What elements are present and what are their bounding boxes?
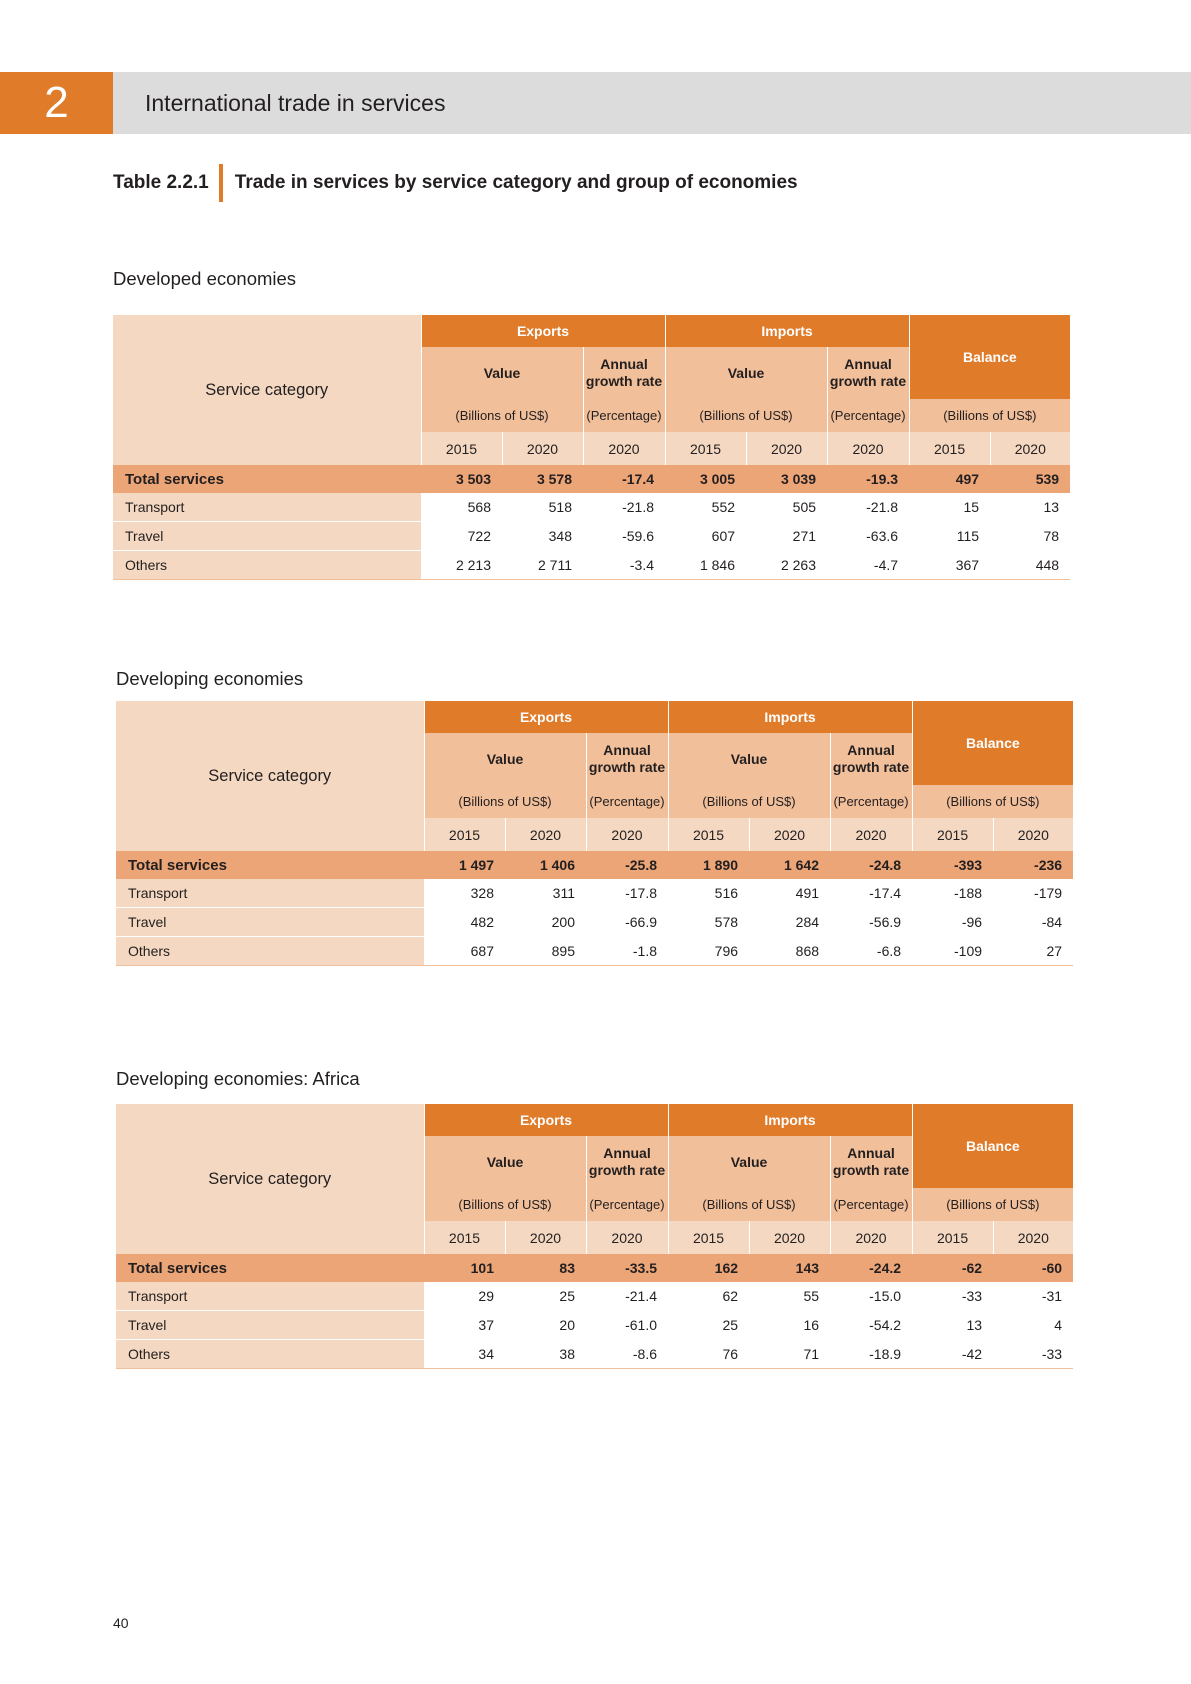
value-header: Value — [424, 733, 586, 785]
table-cell: -179 — [1034, 885, 1063, 902]
table-cell: -33.5 — [586, 1254, 668, 1282]
table-cell: 38 — [505, 1340, 586, 1369]
table-row — [116, 1340, 1073, 1369]
table-cell: -24.2 — [830, 1254, 912, 1282]
table-cell: -61.0 — [625, 1317, 658, 1333]
imports-header: Imports — [668, 701, 912, 733]
table-cell: 37 — [478, 1317, 494, 1333]
table-cell: 25 — [559, 1288, 575, 1305]
table-cell: -18.9 — [830, 1340, 912, 1369]
section-heading-developed: Developed economies — [113, 268, 297, 289]
row-label: Transport — [113, 493, 421, 522]
year-header: 2015 — [665, 432, 746, 465]
table-cell: -236 — [993, 851, 1073, 879]
table-row — [116, 937, 1073, 966]
table-cell: 1 846 — [665, 551, 746, 580]
row-label: Others — [116, 937, 424, 966]
unit-label: (Percentage) — [583, 399, 665, 432]
year-header: 2020 — [583, 432, 665, 465]
table-cell: -15.0 — [869, 1288, 902, 1305]
table-cell: -54.2 — [869, 1317, 902, 1333]
exports-header: Exports — [421, 315, 665, 347]
table-cell: 200 — [551, 914, 575, 930]
year-header: 2020 — [502, 432, 583, 465]
imports-header: Imports — [668, 1104, 912, 1136]
table-cell: 1 406 — [505, 851, 586, 879]
table-cell: 3 578 — [502, 465, 583, 493]
table-row — [113, 522, 1070, 551]
unit-label: (Percentage) — [827, 399, 909, 432]
year-header: 2020 — [993, 818, 1073, 851]
table-cell: 27 — [993, 937, 1073, 966]
unit-label: (Percentage) — [586, 1188, 668, 1221]
table-cell: 115 — [956, 528, 980, 544]
row-label: Total services — [116, 851, 424, 879]
growth-rate-header: Annual growth rate — [586, 733, 668, 785]
table-cell: 539 — [990, 465, 1070, 493]
trade-table — [113, 315, 1070, 580]
table-row — [116, 879, 1073, 908]
unit-label: (Percentage) — [830, 1188, 912, 1221]
service-category-header: Service category — [113, 315, 421, 465]
table-cell: 20 — [559, 1317, 575, 1333]
year-header: 2020 — [749, 818, 830, 851]
table-cell: -66.9 — [625, 914, 658, 930]
chapter-title: International trade in services — [145, 90, 446, 116]
table-cell: 687 — [424, 937, 505, 966]
value-header: Value — [421, 347, 583, 399]
year-header: 2015 — [424, 818, 505, 851]
imports-header: Imports — [665, 315, 909, 347]
table-cell: -3.4 — [583, 551, 665, 580]
title-separator — [219, 164, 223, 202]
table-cell: 55 — [803, 1288, 820, 1305]
year-header: 2015 — [668, 1221, 749, 1254]
table-cell: 76 — [668, 1340, 749, 1369]
table-description: Trade in services by service category and group of economies — [234, 172, 798, 193]
table-cell: 162 — [668, 1254, 749, 1282]
table-cell: 2 263 — [746, 551, 827, 580]
row-label: Total services — [116, 1254, 424, 1282]
table-cell: 71 — [749, 1340, 830, 1369]
table-cell: -4.7 — [827, 551, 909, 580]
table-row — [116, 1311, 1073, 1340]
growth-rate-header: Annual growth rate — [583, 347, 665, 399]
table-cell: 505 — [792, 499, 817, 516]
table-cell: -62 — [912, 1254, 993, 1282]
table-cell: 83 — [505, 1254, 586, 1282]
growth-rate-header: Annual growth rate — [830, 1136, 912, 1188]
year-header: 2015 — [424, 1221, 505, 1254]
table-cell: 3 503 — [421, 465, 502, 493]
year-header: 2015 — [668, 818, 749, 851]
year-header: 2020 — [993, 1221, 1073, 1254]
table-cell: 271 — [792, 528, 817, 544]
year-header: 2020 — [505, 818, 586, 851]
year-header: 2020 — [830, 1221, 912, 1254]
growth-rate-header: Annual growth rate — [586, 1136, 668, 1188]
table-cell: -188 — [954, 885, 983, 902]
table-cell: 62 — [722, 1288, 739, 1305]
table-cell: -109 — [912, 937, 993, 966]
unit-label: (Billions of US$) — [909, 399, 1070, 432]
row-label: Travel — [113, 522, 421, 551]
year-header: 2020 — [746, 432, 827, 465]
table-cell: -17.4 — [869, 885, 902, 902]
table-cell: -33 — [961, 1288, 983, 1305]
unit-label: (Percentage) — [830, 785, 912, 818]
value-header: Value — [668, 1136, 830, 1188]
table-cell: 15 — [963, 499, 980, 516]
table-cell: -21.4 — [625, 1288, 658, 1305]
table-cell: -56.9 — [869, 914, 902, 930]
table-row — [113, 465, 1070, 493]
table-cell: 13 — [966, 1317, 983, 1333]
row-label: Others — [116, 1340, 424, 1369]
table-cell: -42 — [912, 1340, 993, 1369]
service-category-header: Service category — [116, 1104, 424, 1254]
table-row — [116, 851, 1073, 879]
year-header: 2015 — [912, 1221, 993, 1254]
table-cell: -24.8 — [830, 851, 912, 879]
table-cell: 448 — [990, 551, 1070, 580]
row-label: Total services — [113, 465, 421, 493]
trade-table — [116, 701, 1073, 966]
table-cell: -8.6 — [586, 1340, 668, 1369]
table-row — [116, 908, 1073, 937]
table-row — [113, 493, 1070, 522]
exports-header: Exports — [424, 701, 668, 733]
table-cell: 491 — [795, 885, 820, 902]
chapter-number: 2 — [0, 72, 113, 134]
table-cell: 1 890 — [668, 851, 749, 879]
section-heading-developing: Developing economies — [116, 668, 304, 689]
table-cell: -63.6 — [866, 528, 899, 544]
unit-label: (Billions of US$) — [668, 1188, 830, 1221]
row-label: Transport — [116, 879, 424, 908]
table-cell: -6.8 — [830, 937, 912, 966]
table-cell: 13 — [1043, 499, 1060, 516]
table-row — [116, 1282, 1073, 1311]
table-cell: 2 711 — [502, 551, 583, 580]
unit-label: (Percentage) — [586, 785, 668, 818]
table-cell: -21.8 — [622, 499, 655, 516]
table-cell: 868 — [749, 937, 830, 966]
table-row — [113, 551, 1070, 580]
table-cell: 16 — [803, 1317, 820, 1333]
growth-rate-header: Annual growth rate — [827, 347, 909, 399]
table-cell: -393 — [912, 851, 993, 879]
year-header: 2015 — [912, 818, 993, 851]
table-cell: 482 — [470, 914, 494, 930]
table-cell: -96 — [961, 914, 983, 930]
unit-label: (Billions of US$) — [668, 785, 830, 818]
table-cell: 1 497 — [424, 851, 505, 879]
table-row — [116, 1254, 1073, 1282]
table-cell: 4 — [1054, 1317, 1063, 1333]
table-cell: 578 — [714, 914, 739, 930]
table-cell: 3 039 — [746, 465, 827, 493]
growth-rate-header: Annual growth rate — [830, 733, 912, 785]
balance-header: Balance — [909, 315, 1070, 399]
table-cell: 552 — [711, 499, 736, 516]
unit-label: (Billions of US$) — [424, 1188, 586, 1221]
section-heading-africa: Developing economies: Africa — [116, 1068, 360, 1089]
chapter-header — [0, 72, 1191, 134]
table-cell: -31 — [1041, 1288, 1063, 1305]
table-cell: 29 — [478, 1288, 494, 1305]
table-cell: -17.4 — [583, 465, 665, 493]
row-label: Travel — [116, 1311, 424, 1340]
table-cell: 607 — [711, 528, 736, 544]
value-header: Value — [665, 347, 827, 399]
table-cell: 796 — [668, 937, 749, 966]
unit-label: (Billions of US$) — [665, 399, 827, 432]
page-number: 40 — [113, 1615, 129, 1631]
year-header: 2020 — [586, 1221, 668, 1254]
unit-label: (Billions of US$) — [424, 785, 586, 818]
trade-table — [116, 1104, 1073, 1369]
table-cell: 895 — [505, 937, 586, 966]
row-label: Others — [113, 551, 421, 580]
unit-label: (Billions of US$) — [912, 785, 1073, 818]
table-cell: 367 — [909, 551, 990, 580]
unit-label: (Billions of US$) — [912, 1188, 1073, 1221]
table-cell: -59.6 — [622, 528, 655, 544]
table-title — [113, 164, 798, 202]
value-header: Value — [668, 733, 830, 785]
year-header: 2015 — [909, 432, 990, 465]
table-cell: 516 — [714, 885, 739, 902]
year-header: 2020 — [505, 1221, 586, 1254]
table-cell: 143 — [749, 1254, 830, 1282]
year-header: 2020 — [830, 818, 912, 851]
table-cell: -17.8 — [625, 885, 658, 902]
exports-header: Exports — [424, 1104, 668, 1136]
table-cell: -1.8 — [586, 937, 668, 966]
year-header: 2020 — [827, 432, 909, 465]
table-cell: 1 642 — [749, 851, 830, 879]
table-cell: 311 — [552, 885, 575, 902]
table-cell: 497 — [909, 465, 990, 493]
table-cell: 518 — [548, 499, 572, 516]
table-cell: 722 — [467, 528, 491, 544]
table-cell: 348 — [548, 528, 572, 544]
row-label: Transport — [116, 1282, 424, 1311]
table-cell: 25 — [722, 1317, 739, 1333]
year-header: 2015 — [421, 432, 502, 465]
value-header: Value — [424, 1136, 586, 1188]
table-cell: 78 — [1043, 528, 1060, 544]
year-header: 2020 — [586, 818, 668, 851]
table-number: Table 2.2.1 — [113, 172, 209, 193]
service-category-header: Service category — [116, 701, 424, 851]
table-cell: -60 — [993, 1254, 1073, 1282]
balance-header: Balance — [912, 1104, 1073, 1188]
table-cell: -19.3 — [827, 465, 909, 493]
table-cell: 2 213 — [421, 551, 502, 580]
table-cell: -25.8 — [586, 851, 668, 879]
row-label: Travel — [116, 908, 424, 937]
table-cell: -84 — [1041, 914, 1063, 930]
year-header: 2020 — [990, 432, 1070, 465]
balance-header: Balance — [912, 701, 1073, 785]
table-cell: 284 — [795, 914, 820, 930]
unit-label: (Billions of US$) — [421, 399, 583, 432]
table-cell: 3 005 — [665, 465, 746, 493]
table-cell: 568 — [467, 499, 491, 516]
table-cell: -21.8 — [866, 499, 899, 516]
table-cell: 101 — [424, 1254, 505, 1282]
year-header: 2020 — [749, 1221, 830, 1254]
table-cell: 34 — [424, 1340, 505, 1369]
table-cell: 328 — [470, 885, 494, 902]
table-cell: -33 — [993, 1340, 1073, 1369]
